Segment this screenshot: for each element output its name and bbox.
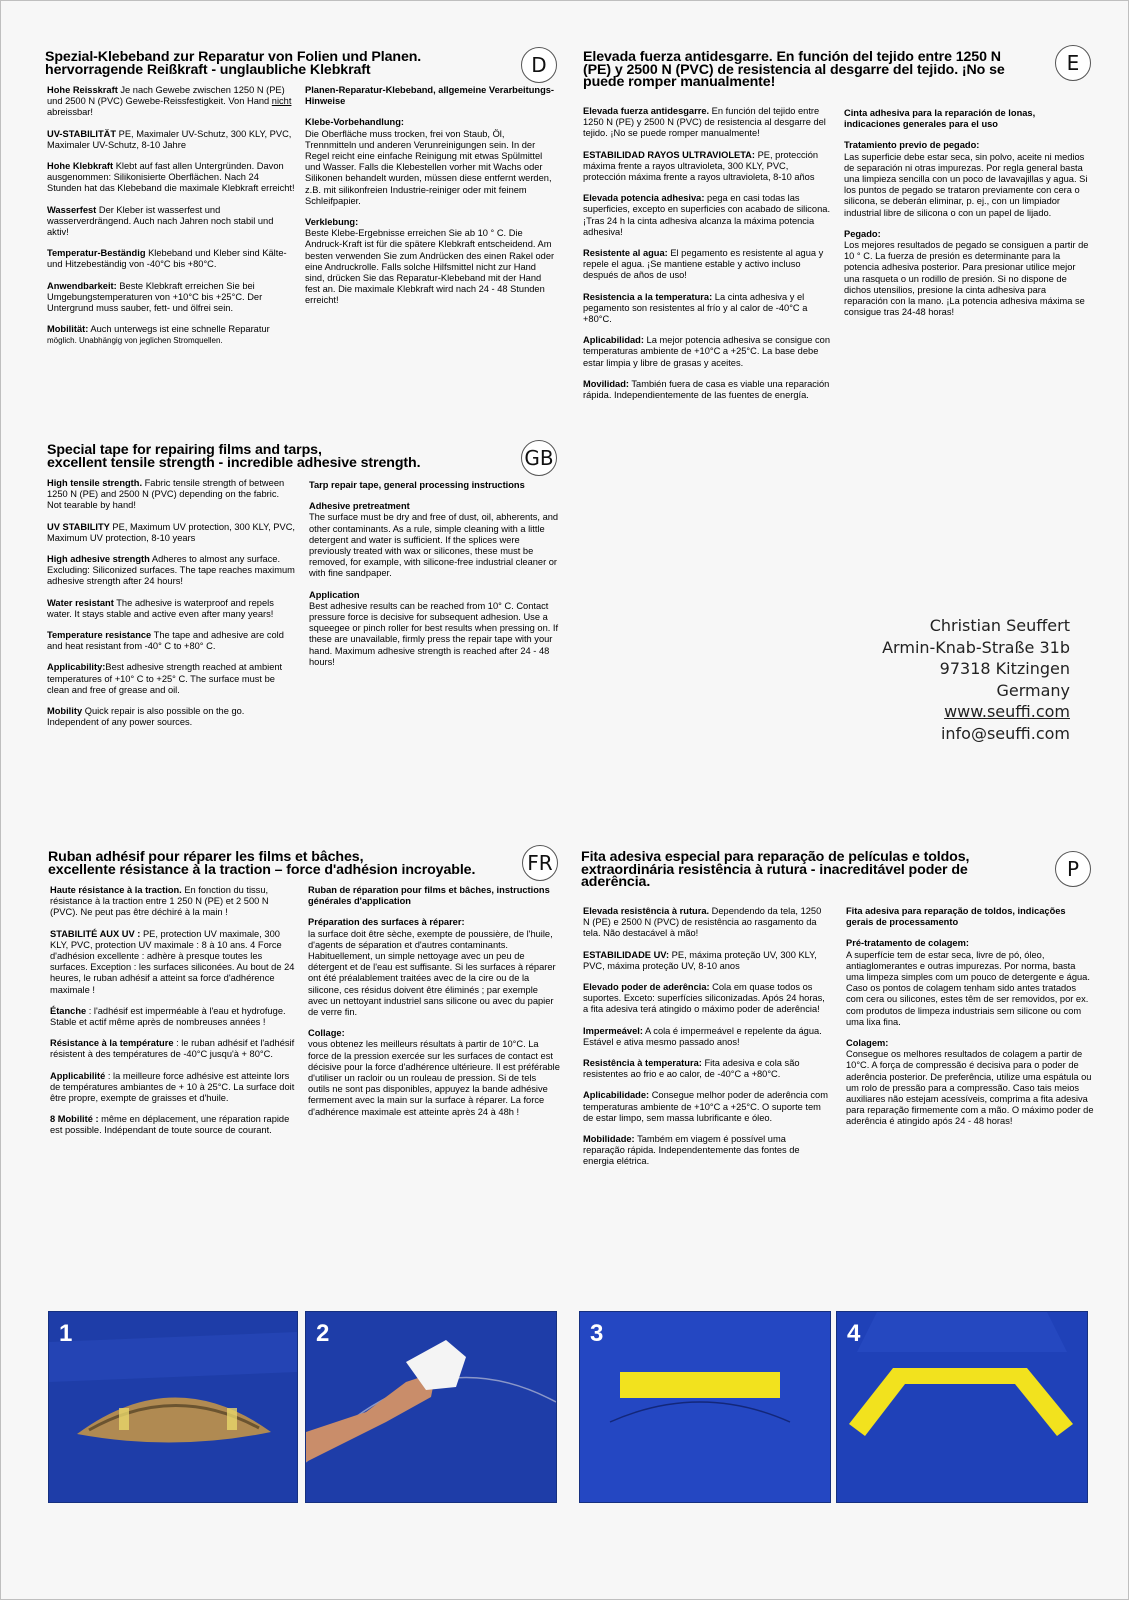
instructions-heading-text: Ruban de réparation pour films et bâches, instructions générales d'application (308, 885, 550, 907)
feature-text: Adheres to almost any surface. Excluding: Siliconized surfaces. The tape reaches maximum adhesive strength after 24 hours! (47, 554, 295, 587)
feature-text: PE, Maximum UV protection, 300 KLY, PVC, Maximum UV protection, 8-10 years (47, 521, 296, 543)
feature-paragraph (47, 205, 295, 239)
feature-text: : le ruban adhésif et l'adhésif résistent à des températures de -40°C jusqu'à + 80°C. (50, 1038, 295, 1060)
feature-heading: Anwendbarkeit: (47, 280, 117, 291)
section-es (583, 51, 1093, 471)
feature-heading: Elevada fuerza antidesgarre. (583, 106, 710, 116)
instruction-paragraph (305, 217, 555, 307)
feature-heading: Applicabilité (50, 1070, 106, 1081)
section-gb-left (47, 478, 295, 738)
instructions-heading (846, 906, 1094, 928)
feature-text: El pegamento es resistente al agua y repele el agua. ¡Se mantiene estable y activo incluso después de años de uso! (583, 248, 824, 281)
instruction-text: Las superficie debe estar seca, sin polvo, aceite ni medios de separación ni otras impurezas. Por regla general basta una limpieza sencilla con un poco de lavavajillas y agua. Si los puntos de pegado se trataron previamente con cera o silicona, se deberán eliminar, p. ej., con un limpiador industrial libre de silicona o con un papel de lijado. (844, 151, 1088, 218)
feature-paragraph (47, 85, 295, 119)
photo-step-3 (579, 1311, 831, 1503)
feature-text: PE, protection UV maximale, 300 KLY, PVC, protection UV maximale : 8 à 10 ans. 4 Force d'adhésion excellente : adhère à presque toutes les surfaces. Exception : les surfaces siliconées. Au bout de 24 heures, le ruban adhésif a atteint sa force d'adhérence maximale ! (50, 928, 295, 995)
instruction-text: Consegue os melhores resultados de colagem a partir de 10°C. A força de compressão é decisiva para o poder de aderência posterior. De preferência, utilize uma espátula ou um rolo de pressão para a compressão. Caso tais meios auxiliares não estejam acessíveis, comprima a fita adesiva para reparação firmemente com a mão. O máximo poder de aderência é atingido após 24 - 48 horas! (846, 1049, 1094, 1127)
instructions-heading (305, 85, 555, 107)
instruction-heading: Préparation des surfaces à réparer: (308, 917, 465, 928)
feature-text: Best adhesive strength reached at ambient temperatures of +10° C to +25° C. The surface must be clean and free of grease and oil. (47, 662, 283, 695)
feature-text: Je nach Gewebe zwischen 1250 N (PE) und 2500 N (PVC) Gewebe-Reissfestigkeit. Von Hand (47, 85, 285, 107)
instruction-heading: Pegado: (844, 228, 881, 239)
instructions-heading-text: Fita adesiva para reparação de toldos, indicações gerais de processamento (846, 906, 1066, 928)
feature-heading: ESTABILIDADE UV: (583, 949, 670, 960)
feature-heading: Aplicabilidade: (583, 1090, 650, 1101)
instruction-heading: Colagem: (846, 1038, 889, 1049)
feature-text: También fuera de casa es viable una reparación rápida. Independientemente de las fuentes de energía. (583, 378, 830, 401)
feature-paragraph (47, 522, 295, 544)
feature-text: La cinta adhesiva y el pegamento son resistentes al frío y al calor de -40°C a +80°C. (583, 291, 808, 325)
feature-paragraph (583, 1058, 829, 1080)
website-link[interactable]: www.seuffi.com (944, 702, 1070, 721)
feature-heading: Temperature resistance (47, 630, 152, 641)
tape-bent-photo (837, 1312, 1087, 1502)
feature-text: PE, Maximaler UV-Schutz, 300 KLY, PVC, Maximaler UV-Schutz, 8-10 Jahre (47, 128, 292, 150)
section-pt-left (583, 906, 829, 1178)
feature-text: En fonction du tissu, résistance à la traction entre 1 250 N (PE) et 2 500 N (PVC). Ne peut pas être déchiré à la main ! (50, 885, 269, 918)
instructions-heading-text: Tarp repair tape, general processing instructions (309, 480, 525, 490)
feature-paragraph (583, 982, 829, 1016)
feature-text: Quick repair is also possible on the go. Independent of any power sources. (47, 706, 245, 728)
feature-heading: Hohe Klebkraft (47, 161, 114, 172)
feature-text: Klebeband und Kleber sind Kälte- und Hitzebeständig von -40°C bis +80°C. (47, 248, 287, 270)
feature-text: PE, máxima proteção UV, 300 KLY, PVC, máxima proteção UV, 8-10 anos (583, 949, 817, 971)
feature-heading: Résistance à la température (50, 1038, 174, 1049)
language-badge-pt: P (1055, 851, 1091, 887)
feature-text: A cola é impermeável e repelente da água. Estável e ativa mesmo passado anos! (583, 1025, 822, 1047)
feature-paragraph (47, 161, 295, 195)
section-fr-left (50, 885, 296, 1147)
feature-paragraph (583, 248, 831, 282)
feature-paragraph (50, 885, 296, 919)
section-es-right (844, 108, 1092, 328)
instruction-paragraph (844, 229, 1092, 319)
feature-heading: Temperatur-Beständig (47, 248, 146, 259)
feature-paragraph (583, 292, 831, 326)
language-badge-es: E (1055, 45, 1091, 81)
feature-heading: Movilidad: (583, 378, 629, 389)
section-de-left (47, 85, 295, 357)
instruction-paragraph (846, 1038, 1094, 1128)
feature-text: abreissbar! (47, 107, 93, 118)
feature-paragraph (47, 630, 295, 652)
instruction-paragraph (844, 140, 1092, 218)
photo-step-1-label: 1 (59, 1320, 73, 1347)
instructions-heading (308, 885, 560, 907)
instruction-text: Best adhesive results can be reached from 10° C. Contact pressure force is decisive for subsequent adhesion. Use a squeegee or pinch roller for best results when pressing on. If these are unavailable, firmly press the repair tape with your hand. Maximum adhesive strength is reached after 24 - 48 hours! (309, 600, 559, 667)
section-fr-right (308, 885, 560, 1128)
section-gb-right (309, 480, 559, 678)
tarp-tear-photo (49, 1312, 297, 1502)
feature-paragraph (50, 1114, 296, 1136)
feature-heading: Resistência à temperatura: (583, 1058, 702, 1069)
feature-text: : la meilleure force adhésive est atteinte lors de températures ambiantes de + 10 à 25°C. La surface doit être propre, exempte de graisses et d'huile. (50, 1070, 295, 1104)
photo-step-2 (305, 1311, 557, 1503)
section-pt (581, 851, 1093, 1221)
feature-text: Também em viagem é possível uma reparação rápida. Independentemente das fontes de energia elétrica. (583, 1134, 800, 1167)
instruction-paragraph (305, 117, 555, 207)
feature-text: La mejor potencia adhesiva se consigue con temperaturas ambiente de +10°C a +25°C. La base debe estar limpia y libre de grasas y aceites. (583, 335, 831, 368)
instructions-heading (844, 108, 1092, 130)
contact-address (882, 615, 1070, 744)
instruction-heading: Pré-tratamento de colagem: (846, 938, 969, 949)
tape-applied-photo (580, 1312, 830, 1502)
feature-paragraph (47, 129, 295, 151)
feature-paragraph (47, 281, 295, 315)
instruction-paragraph (308, 1028, 560, 1118)
photo-step-1 (48, 1311, 298, 1503)
feature-paragraph (47, 706, 295, 728)
instruction-heading: Application (309, 589, 360, 600)
contact-email[interactable]: info@seuffi.com (940, 723, 1070, 743)
instruction-text: Die Oberfläche muss trocken, frei von Staub, Öl, Trennmitteln und anderen Verunreinigungen sein. In der Regel reicht eine einfache Reinigung mit etwas Spülmittel und Wasser. Falls die Klebestellen vorher mit Wachs oder Silikonen behandelt wurden, müssen diese entfernt werden, z.B. mit silikonfreien Industrie-reiniger oder mit feinem Schleifpapier. (305, 128, 552, 206)
feature-text: Dependendo da tela, 1250 N (PE) e 2500 N (PVC) de resistência ao rasgamento da tela. Não destacável à mão! (583, 906, 822, 939)
instruction-paragraph (309, 501, 559, 579)
instructions-heading (309, 480, 559, 491)
instruction-text: la surface doit être sèche, exempte de poussière, de l'huile, d'agents de séparation et d'autres contaminants. Habituellement, un simple nettoyage avec un peu de détergent et de l'eau est suffisante. Si les surfaces à réparer ont été préalablement traitées avec de la cire ou de la silicone, ces résidus doivent être éliminés ; par exemple avec un nettoyant industriel sans silicone ou avec du papier de verre fin. (308, 928, 556, 1018)
section-fr-title: Ruban adhésif pour réparer les films et bâches, excellente résistance à la traction – force d'adhésion incroyable. (48, 849, 476, 878)
feature-paragraph (47, 248, 295, 270)
section-fr (48, 851, 558, 1211)
feature-heading: Mobilität: (47, 324, 89, 335)
feature-heading: Applicability: (47, 662, 106, 673)
instruction-text: The surface must be dry and free of dust, oil, abherents, and other contaminants. As a rule, simple cleaning with a little detergent and water is sufficient. If the splices were previously treated with wax or silicones, these must be removed, for example, with silicone-free industrial cleaner or with fine sandpaper. (309, 512, 559, 579)
feature-heading: Aplicabilidad: (583, 335, 644, 346)
instructions-heading-text: Cinta adhesiva para la reparación de lonas, indicaciones generales para el uso (844, 108, 1036, 130)
feature-text: Fita adesiva e cola são resistentes ao frio e ao calor, de -40°C a +80°C. (583, 1058, 800, 1080)
feature-text: Fabric tensile strength of between 1250 N (PE) and 2500 N (PVC) depending on the fabric. Not tearable by hand! (47, 478, 285, 511)
section-de-title: Spezial-Klebeband zur Reparatur von Folien und Planen. hervorragende Reißkraft - unglaubliche Klebkraft (45, 49, 422, 78)
feature-heading: High adhesive strength (47, 554, 150, 565)
feature-text: Cola em quase todos os suportes. Exceto: superfícies siliconizadas. Após 24 horas, a fita adesiva terá atingido o máximo poder de aderência! (583, 982, 825, 1015)
feature-text: Auch unterwegs ist eine schnelle Reparatur (88, 324, 270, 335)
section-gb (47, 444, 557, 764)
instruction-heading: Collage: (308, 1028, 345, 1039)
language-badge-de: D (521, 47, 557, 83)
photo-step-2-label: 2 (316, 1320, 330, 1347)
feature-heading: Elevado poder de aderência: (583, 982, 710, 993)
feature-heading: Haute résistance à la traction. (50, 885, 182, 895)
feature-paragraph (583, 906, 829, 940)
feature-text: PE, protección máxima frente a rayos ultravioleta, 300 KLY, PVC, protección máxima frente a rayos ultravioleta, 8-10 años (583, 149, 819, 183)
feature-heading: High tensile strength. (47, 478, 143, 488)
instruction-text: A superfície tem de estar seca, livre de pó, óleo, antiaglomerantes e outras impurezas. Por norma, basta uma limpeza simples com um pouco de detergente e água. Caso os pontos de colagem tenham sido antes tratados com cera ou silicones, estes têm de ser removidos, por ex. com produtos de limpeza industriais sem silicone ou com uma lixa fina. (846, 949, 1090, 1027)
instruction-heading: Adhesive pretreatment (309, 501, 410, 512)
photo-step-4-label: 4 (847, 1320, 861, 1347)
instruction-heading: Klebe-Vorbehandlung: (305, 117, 404, 128)
instruction-paragraph (846, 938, 1094, 1028)
feature-paragraph (583, 1090, 829, 1124)
contact-name: Christian Seuffert (929, 616, 1070, 635)
feature-heading: Resistencia a la temperatura: (583, 291, 713, 302)
feature-heading: Resistente al agua: (583, 248, 668, 259)
section-es-title: Elevada fuerza antidesgarre. En función del tejido entre 1250 N (PE) y 2500 N (PVC) de resistencia al desgarre del tejido. ¡No se puede romper manualmente! (583, 49, 1005, 90)
feature-text: Consegue melhor poder de aderência com temperaturas ambiente de +10°C a +25°C. O suporte tem de estar limpo, sem massa lubrificante e óleo. (583, 1090, 828, 1123)
feature-text: The tape and adhesive are cold and heat resistant from -40° C to +80° C. (47, 630, 284, 652)
feature-paragraph (47, 598, 295, 620)
section-pt-title: Fita adesiva especial para reparação de películas e toldos, extraordinária resistência à rutura - inacreditável poder de aderência. (581, 849, 970, 890)
instructions-heading-text: Planen-Reparatur-Klebeband, allgemeine Verarbeitungs-Hinweise (305, 85, 555, 107)
contact-street: Armin-Knab-Straße 31b (882, 637, 1070, 657)
section-es-left (583, 106, 831, 411)
feature-paragraph (583, 193, 831, 238)
feature-text: pega en casi todas las superficies, excepto en superficies con acabado de silicona. ¡Tras 24 h la cinta adhesiva alcanza la máxima potencia adhesiva! (583, 193, 831, 237)
section-gb-title: Special tape for repairing films and tarps, excellent tensile strength - incredible adhesive strength. (47, 442, 421, 471)
feature-heading: Elevada resistência à rutura. (583, 906, 710, 916)
feature-paragraph (583, 150, 831, 184)
feature-paragraph (583, 379, 831, 401)
feature-text: Klebt auf fast allen Untergründen. Davon ausgenommen: Silikonisierte Oberflächen. Nach 24 Stunden hat das Klebeband die maximale Klebkraft erreicht! (47, 161, 295, 194)
feature-heading: Elevada potencia adhesiva: (583, 193, 705, 204)
photo-step-4 (836, 1311, 1088, 1503)
feature-paragraph (50, 1006, 296, 1028)
language-badge-gb: GB (521, 440, 557, 476)
feature-text: Der Kleber ist wasserfest und wasserverdrängend. Auch nach Jahren noch stabil und aktiv! (47, 204, 274, 238)
feature-heading: 8 Mobilité : (50, 1114, 99, 1125)
feature-text: : l'adhésif est imperméable à l'eau et hydrofuge. Stable et actif même après de nombreuses années ! (50, 1005, 286, 1028)
feature-heading: Mobilidade: (583, 1134, 635, 1145)
feature-text: même en déplacement, une réparation rapide est possible. Indépendant de toute source de courant. (50, 1114, 290, 1136)
instruction-text: Los mejores resultados de pegado se consiguen a partir de 10 ° C. La fuerza de presión es determinante para la potencia adhesiva posterior. Para presionar utilice mejor una rasqueta o un rodillo de presión. Si no dispone de dichos utensilios, presione la cinta adhesiva para reparación con la mano. ¡La potencia adhesiva máxima se consigue tras 24-48 horas! (844, 240, 1089, 318)
feature-heading: Mobility (47, 706, 83, 717)
feature-text-small: möglich. Unabhängig von jeglichen Stromquellen. (47, 336, 223, 346)
instruction-text: Beste Klebe-Ergebnisse erreichen Sie ab 10 ° C. Die Andruck-Kraft ist für die spätere Klebkraft entscheidend. Am besten verwenden Sie zum Andrücken des einen Rakel oder eine Andruckrolle. Falls solche Hilfsmittel nicht zur Hand sind, drücken Sie das Reparatur-Klebeband mit der Hand fest an. Die maximale Klebkraft wird nach 24 - 48 Stunden erreicht! (305, 228, 555, 306)
feature-paragraph (583, 335, 831, 369)
feature-text: The adhesive is waterproof and repels water. It stays stable and active even after many years! (47, 597, 274, 619)
feature-paragraph (583, 950, 829, 972)
feature-heading: Étanche (50, 1005, 87, 1016)
instruction-paragraph (309, 590, 559, 668)
feature-paragraph (47, 324, 295, 346)
feature-paragraph (583, 1026, 829, 1048)
feature-heading: Water resistant (47, 597, 114, 608)
feature-emphasis: nicht (271, 96, 292, 107)
feature-heading: STABILITÉ AUX UV : (50, 928, 141, 939)
instruction-paragraph (308, 917, 560, 1018)
feature-paragraph (47, 554, 295, 588)
hand-cleaning-photo (306, 1312, 556, 1502)
section-de (45, 51, 555, 381)
feature-paragraph (50, 1071, 296, 1105)
instruction-heading: Tratamiento previo de pegado: (844, 140, 980, 151)
feature-heading: Impermeável: (583, 1025, 643, 1036)
contact-country: Germany (996, 680, 1070, 700)
feature-text: En función del tejido entre 1250 N (PE) y 2500 N (PVC) de resistencia al desgarre del tejido. ¡No se puede romper manualmente! (583, 106, 826, 139)
feature-paragraph (50, 929, 296, 996)
feature-paragraph (47, 662, 295, 696)
feature-heading: Hohe Reisskraft (47, 85, 118, 95)
instruction-text: vous obtenez les meilleurs résultats à partir de 10°C. La force de la pression exercée sur les surfaces de contact est décisive pour la force d'adhérence ultérieure. Il est préférable d'utiliser un racloir ou un rouleau de pression. Si de tels outils ne sont pas disponibles, appuyez la bande adhésive fermement avec la main sur la surface à réparer. La force d'adhérence maximale est atteinte après 24 à 48h ! (308, 1039, 560, 1117)
feature-paragraph (583, 106, 831, 140)
language-badge-fr: FR (522, 845, 558, 881)
instruction-heading: Verklebung: (305, 217, 359, 228)
feature-paragraph (583, 1134, 829, 1168)
feature-paragraph (50, 1038, 296, 1060)
feature-heading: UV STABILITY (47, 521, 110, 532)
section-de-right (305, 85, 555, 317)
feature-heading: ESTABILIDAD RAYOS ULTRAVIOLETA: (583, 149, 755, 160)
photo-step-3-label: 3 (590, 1320, 604, 1347)
feature-heading: Wasserfest (47, 204, 97, 215)
section-pt-right (846, 906, 1094, 1138)
feature-paragraph (47, 478, 295, 512)
contact-city: 97318 Kitzingen (939, 659, 1070, 678)
feature-heading: UV-STABILITÄT (47, 128, 117, 139)
feature-text: Beste Klebkraft erreichen Sie bei Umgebungstemperaturen von +10°C bis +25°C. Der Untergrund muss sauber, fett- und ölfrei sein. (47, 280, 263, 314)
